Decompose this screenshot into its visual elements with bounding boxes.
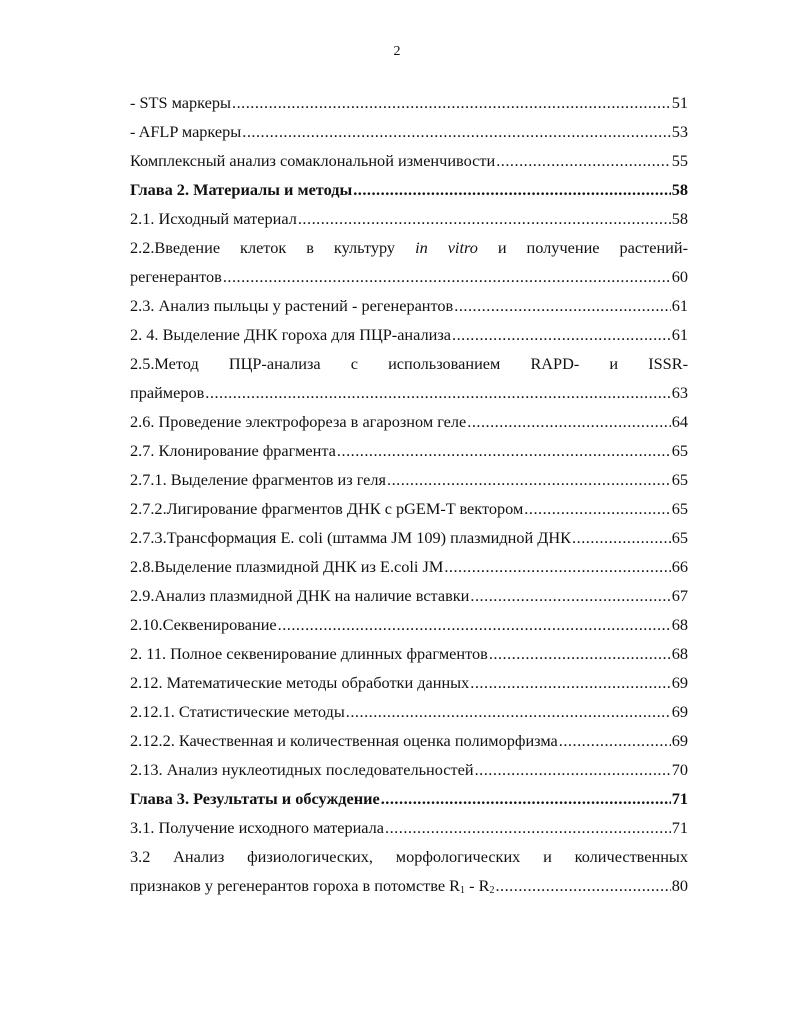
word-italic: in vitro: [415, 238, 478, 257]
toc-entry-title: 2.7.2.Лигирование фрагментов ДНК с pGEM-T вектором: [130, 499, 524, 518]
toc-entry: [130, 639, 688, 668]
word: культуру: [333, 238, 396, 257]
toc-entry: [130, 523, 688, 552]
dot-leader: [346, 697, 671, 726]
dot-leader: [470, 581, 670, 610]
toc-entry: [130, 697, 688, 726]
toc-entry-page: 65: [671, 528, 688, 547]
toc-entry: [130, 291, 688, 320]
toc-entry-page: 51: [671, 93, 688, 112]
toc-chapter-entry: [130, 175, 688, 204]
toc-entry-page: 65: [671, 470, 688, 489]
toc-entry: [130, 465, 688, 494]
table-of-contents: [130, 88, 688, 900]
toc-entry-title: 2.7.1. Выделение фрагментов из геля: [130, 470, 387, 489]
word: 2.2.Введение: [130, 238, 221, 257]
toc-entry-page: 71: [671, 818, 688, 837]
toc-entry-page: 69: [671, 731, 688, 750]
toc-entry-title: 2.7. Клонирование фрагмента: [130, 441, 336, 460]
dot-leader: [444, 552, 670, 581]
word: физиологических,: [247, 847, 373, 866]
subscript: 1: [460, 885, 466, 896]
toc-entry: [130, 320, 688, 349]
toc-entry-line2: [130, 262, 688, 291]
toc-entry-page: 60: [671, 267, 688, 286]
toc-entry: [130, 610, 688, 639]
dot-leader: [454, 291, 670, 320]
toc-entry-title: Глава 3. Результаты и обсуждение: [130, 789, 380, 808]
toc-entry: [130, 813, 688, 842]
dot-leader: [298, 204, 671, 233]
dot-leader: [496, 146, 671, 175]
dot-leader: [489, 639, 671, 668]
word: растений-: [619, 238, 689, 257]
word: с: [350, 354, 358, 373]
toc-entry-title: - STS маркеры: [130, 93, 231, 112]
toc-entry-page: 68: [671, 644, 688, 663]
dot-leader: [381, 784, 671, 813]
dot-leader: [242, 117, 670, 146]
word: 3.2: [130, 847, 151, 866]
toc-entry-page: 69: [671, 702, 688, 721]
toc-entry-page: 65: [671, 441, 688, 460]
dot-leader: [387, 465, 671, 494]
toc-entry-title: 2.10.Секвенирование: [130, 615, 277, 634]
toc-entry: [130, 146, 688, 175]
toc-entry-title: [130, 871, 494, 900]
dot-leader: [278, 610, 671, 639]
toc-entry-title: Глава 2. Материалы и методы: [130, 180, 353, 199]
toc-entry-title: 2.1. Исходный материал: [130, 209, 297, 228]
toc-entry-page: 64: [671, 412, 688, 431]
dot-leader: [223, 262, 671, 291]
word: клеток: [240, 238, 287, 257]
toc-entry-title: 2. 4. Выделение ДНК гороха для ПЦР-анализа: [130, 325, 452, 344]
toc-entry-line2: [130, 378, 688, 407]
subscript: 2: [489, 885, 495, 896]
toc-entry-title: 2. 11. Полное секвенирование длинных фрагментов: [130, 644, 488, 663]
dot-leader: [475, 755, 671, 784]
dot-leader: [452, 320, 671, 349]
toc-entry-page: 70: [671, 760, 688, 779]
word: морфологических: [395, 847, 521, 866]
dot-leader: [385, 813, 671, 842]
toc-entry: [130, 436, 688, 465]
toc-entry-page: 66: [671, 557, 688, 576]
toc-entry: [130, 668, 688, 697]
toc-entry-title: Комплексный анализ сомаклональной изменчивости: [130, 151, 496, 170]
word: и: [497, 238, 507, 257]
toc-entry-title: регенерантов: [130, 267, 222, 286]
toc-chapter-entry: [130, 784, 688, 813]
word: ПЦР-анализа: [228, 354, 321, 373]
toc-entry-page: 65: [671, 499, 688, 518]
toc-entry: [130, 755, 688, 784]
word: и: [609, 354, 619, 373]
toc-entry-page: 67: [671, 586, 688, 605]
toc-entry-title: 2.12. Математические методы обработки данных: [130, 673, 470, 692]
toc-entry-line1: [130, 842, 688, 871]
dot-leader: [353, 175, 671, 204]
toc-entry-title: 2.8.Выделение плазмидной ДНК из E.coli JM: [130, 557, 444, 576]
title-text: признаков у регенерантов гороха в потомстве R: [130, 876, 461, 895]
word: в: [306, 238, 314, 257]
toc-entry-title: 2.12.2. Качественная и количественная оценка полиморфизма: [130, 731, 558, 750]
toc-entry-title: 2.12.1. Статистические методы: [130, 702, 345, 721]
dot-leader: [337, 436, 671, 465]
toc-entry-title: праймеров: [130, 383, 205, 402]
word: использованием: [388, 354, 501, 373]
toc-entry-line1: [130, 349, 688, 378]
toc-entry-title: 2.7.3.Трансформация E. coli (штамма JM 109) плазмидной ДНК: [130, 528, 572, 547]
toc-entry-line1: [130, 233, 688, 262]
word: количественных: [574, 847, 689, 866]
toc-entry-page: 58: [671, 209, 688, 228]
toc-entry-title: 3.1. Получение исходного материала: [130, 818, 385, 837]
dot-leader: [205, 378, 670, 407]
toc-entry-title: - AFLP маркеры: [130, 122, 242, 141]
toc-entry: [130, 407, 688, 436]
toc-entry-page: 63: [671, 383, 688, 402]
dot-leader: [572, 523, 671, 552]
title-text: - R: [465, 876, 490, 895]
dot-leader: [524, 494, 670, 523]
dot-leader: [495, 871, 670, 900]
toc-entry: [130, 494, 688, 523]
toc-entry: [130, 726, 688, 755]
word: RAPD-: [530, 354, 580, 373]
toc-entry-page: 68: [671, 615, 688, 634]
dot-leader: [470, 668, 670, 697]
toc-entry-line2: [130, 871, 688, 900]
dot-leader: [232, 88, 671, 117]
toc-entry-page: 61: [671, 325, 688, 344]
toc-entry: [130, 117, 688, 146]
word: 2.5.Метод: [130, 354, 199, 373]
toc-entry: [130, 88, 688, 117]
toc-entry-page: 80: [671, 876, 688, 895]
dot-leader: [559, 726, 671, 755]
dot-leader: [467, 407, 670, 436]
word: ISSR-: [648, 354, 689, 373]
toc-entry-page: 61: [671, 296, 688, 315]
toc-entry-page: 55: [671, 151, 688, 170]
toc-entry-page: 58: [671, 180, 688, 199]
toc-entry-page: 53: [671, 122, 688, 141]
word: и: [543, 847, 552, 866]
toc-entry-title: 2.9.Анализ плазмидной ДНК на наличие вставки: [130, 586, 470, 605]
toc-entry-page: 71: [671, 789, 688, 808]
toc-entry: [130, 581, 688, 610]
toc-entry-title: 2.13. Анализ нуклеотидных последовательностей: [130, 760, 474, 779]
toc-entry-page: 69: [671, 673, 688, 692]
toc-entry-title: 2.3. Анализ пыльцы у растений - регенерантов: [130, 296, 454, 315]
toc-entry: [130, 552, 688, 581]
word: получение: [526, 238, 600, 257]
toc-entry: [130, 204, 688, 233]
word: Анализ: [173, 847, 225, 866]
toc-entry-title: 2.6. Проведение электрофореза в агарозном геле: [130, 412, 467, 431]
page-number: 2: [393, 44, 401, 59]
